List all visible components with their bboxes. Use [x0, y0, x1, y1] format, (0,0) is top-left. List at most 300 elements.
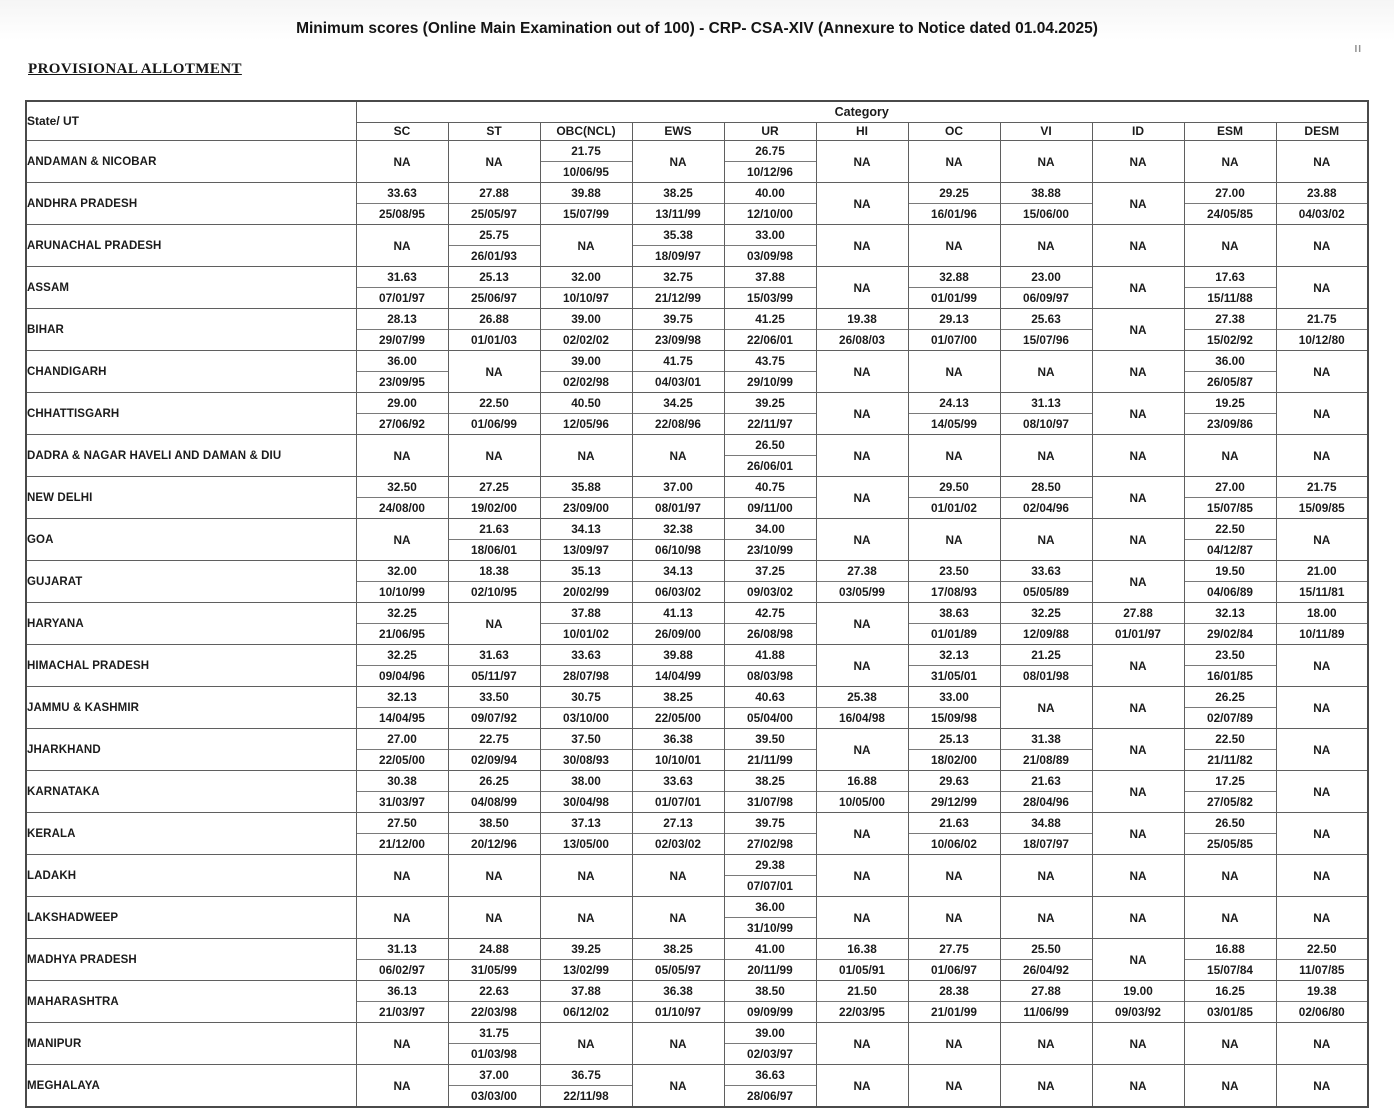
cutoff-date: 21/08/89	[1023, 753, 1069, 767]
column-header-id: ID	[1092, 122, 1184, 140]
score-value: 31.63	[357, 267, 448, 288]
cutoff-date: 28/06/97	[747, 1089, 793, 1103]
score-cell	[540, 309, 632, 351]
score-value: 23.50	[909, 561, 1000, 582]
cutoff-date: 03/05/99	[839, 585, 885, 599]
na-value: NA	[393, 238, 411, 253]
score-value: 37.00	[633, 477, 724, 498]
score-value: 36.75	[541, 1065, 632, 1086]
score-cell	[908, 603, 1000, 645]
table-row	[26, 1065, 1368, 1108]
score-cell	[724, 603, 816, 645]
score-cell	[1092, 603, 1184, 645]
score-cell	[632, 981, 724, 1023]
na-cell	[1184, 141, 1276, 183]
state-name: ARUNACHAL PRADESH	[26, 225, 356, 267]
score-cell	[1000, 183, 1092, 225]
score-cell	[632, 477, 724, 519]
state-name: JHARKHAND	[26, 729, 356, 771]
cutoff-date: 10/01/02	[563, 627, 609, 641]
score-value: 28.13	[357, 309, 448, 330]
cutoff-date: 05/11/97	[471, 669, 517, 683]
na-value: NA	[1313, 364, 1331, 379]
cutoff-date: 03/10/00	[563, 711, 609, 725]
cutoff-date: 25/05/97	[471, 207, 517, 221]
cutoff-date: 26/01/93	[471, 249, 517, 263]
state-name: ANDAMAN & NICOBAR	[26, 141, 356, 183]
na-value: NA	[945, 364, 963, 379]
score-value: 18.00	[1277, 603, 1368, 624]
table-row	[26, 519, 1368, 561]
score-value: 23.00	[1001, 267, 1092, 288]
na-value: NA	[1313, 700, 1331, 715]
score-value: 16.88	[1185, 939, 1276, 960]
na-value: NA	[1129, 154, 1147, 169]
score-value: 29.50	[909, 477, 1000, 498]
cutoff-date: 02/06/80	[1298, 1005, 1345, 1019]
score-value: 36.38	[633, 981, 724, 1002]
na-cell	[1092, 141, 1184, 183]
na-value: NA	[1129, 406, 1147, 421]
score-cell	[1000, 393, 1092, 435]
cutoff-date: 21/12/99	[655, 291, 701, 305]
cutoff-date: 05/05/97	[655, 963, 701, 977]
state-name: NEW DELHI	[26, 477, 356, 519]
column-header-hi: HI	[816, 122, 908, 140]
score-value: 23.50	[1185, 645, 1276, 666]
na-value: NA	[393, 448, 411, 463]
cutoff-date: 22/11/98	[563, 1089, 609, 1103]
cutoff-date: 22/11/97	[747, 417, 793, 431]
na-cell	[816, 435, 908, 477]
score-cell	[908, 267, 1000, 309]
na-cell	[1000, 1023, 1092, 1065]
cutoff-date: 08/10/97	[1023, 417, 1069, 431]
cutoff-date: 26/06/01	[747, 459, 793, 473]
na-value: NA	[1129, 910, 1147, 925]
score-cell	[816, 939, 908, 981]
score-cell	[448, 225, 540, 267]
na-value: NA	[1313, 532, 1331, 547]
score-cell	[448, 981, 540, 1023]
score-cell	[724, 771, 816, 813]
score-cell	[356, 393, 448, 435]
na-cell	[1000, 351, 1092, 393]
na-cell	[1092, 225, 1184, 267]
table-row	[26, 981, 1368, 1023]
score-value: 23.88	[1277, 183, 1368, 204]
cutoff-date: 24/08/00	[379, 501, 425, 515]
score-cell	[724, 561, 816, 603]
cutoff-date: 18/06/01	[471, 543, 517, 557]
na-value: NA	[1037, 910, 1055, 925]
score-value: 27.88	[449, 183, 540, 204]
na-cell	[448, 855, 540, 897]
na-cell	[908, 519, 1000, 561]
score-value: 39.75	[633, 309, 724, 330]
score-cell	[724, 435, 816, 477]
score-cell	[540, 939, 632, 981]
na-value: NA	[1129, 280, 1147, 295]
cutoff-date: 29/02/84	[1207, 627, 1253, 641]
na-value: NA	[853, 658, 871, 673]
state-name: LADAKH	[26, 855, 356, 897]
na-cell	[1092, 183, 1184, 225]
na-cell	[632, 897, 724, 939]
score-value: 39.50	[725, 729, 816, 750]
state-name: GOA	[26, 519, 356, 561]
score-value: 38.88	[1001, 183, 1092, 204]
na-cell	[1092, 897, 1184, 939]
na-value: NA	[485, 154, 503, 169]
table-row	[26, 309, 1368, 351]
na-value: NA	[1129, 490, 1147, 505]
cutoff-date: 13/11/99	[655, 207, 701, 221]
na-value: NA	[945, 154, 963, 169]
score-value: 32.38	[633, 519, 724, 540]
score-value: 29.63	[909, 771, 1000, 792]
score-cell	[448, 267, 540, 309]
na-cell	[816, 183, 908, 225]
score-cell	[1184, 519, 1276, 561]
score-cell	[1000, 645, 1092, 687]
cutoff-date: 30/08/93	[563, 753, 609, 767]
score-cell	[448, 1023, 540, 1065]
cutoff-date: 01/01/97	[1115, 627, 1161, 641]
na-cell	[908, 141, 1000, 183]
score-cell	[724, 225, 816, 267]
score-value: 25.63	[1001, 309, 1092, 330]
score-cell	[724, 477, 816, 519]
score-value: 29.00	[357, 393, 448, 414]
score-cell	[1184, 939, 1276, 981]
score-cell	[632, 939, 724, 981]
na-cell	[816, 813, 908, 855]
cutoff-date: 01/01/99	[931, 291, 977, 305]
score-value: 26.75	[725, 141, 816, 162]
score-cell	[1184, 771, 1276, 813]
score-cell	[448, 645, 540, 687]
na-cell	[908, 855, 1000, 897]
na-cell	[1092, 1023, 1184, 1065]
score-cell	[1184, 477, 1276, 519]
score-value: 32.13	[357, 687, 448, 708]
table-row	[26, 687, 1368, 729]
score-value: 16.38	[817, 939, 908, 960]
cutoff-date: 04/06/89	[1207, 585, 1253, 599]
na-value: NA	[577, 910, 595, 925]
score-value: 29.13	[909, 309, 1000, 330]
state-name: ANDHRA PRADESH	[26, 183, 356, 225]
na-value: NA	[1221, 1078, 1239, 1093]
score-cell	[724, 645, 816, 687]
score-value: 39.25	[541, 939, 632, 960]
na-cell	[1092, 771, 1184, 813]
na-value: NA	[1129, 952, 1147, 967]
table-row	[26, 603, 1368, 645]
score-cell	[540, 351, 632, 393]
na-value: NA	[1129, 238, 1147, 253]
score-value: 25.13	[909, 729, 1000, 750]
cutoff-date: 12/09/88	[1023, 627, 1069, 641]
na-cell	[1092, 729, 1184, 771]
score-cell	[540, 771, 632, 813]
table-row	[26, 435, 1368, 477]
score-cell	[724, 981, 816, 1023]
cutoff-date: 20/11/99	[747, 963, 793, 977]
score-value: 32.13	[909, 645, 1000, 666]
cutoff-date: 06/10/98	[655, 543, 701, 557]
cutoff-date: 23/09/98	[655, 333, 701, 347]
score-cell	[908, 813, 1000, 855]
score-value: 38.00	[541, 771, 632, 792]
score-cell	[724, 813, 816, 855]
cutoff-date: 26/09/00	[655, 627, 701, 641]
score-cell	[908, 477, 1000, 519]
cutoff-date: 15/09/98	[931, 711, 977, 725]
cutoff-date: 02/04/96	[1023, 501, 1069, 515]
cutoff-date: 25/06/97	[471, 291, 517, 305]
score-cell	[356, 981, 448, 1023]
state-name: MAHARASHTRA	[26, 981, 356, 1023]
cutoff-date: 05/04/00	[747, 711, 793, 725]
score-value: 32.25	[357, 603, 448, 624]
score-value: 32.88	[909, 267, 1000, 288]
score-value: 32.25	[1001, 603, 1092, 624]
score-value: 33.00	[909, 687, 1000, 708]
cutoff-date: 10/12/80	[1298, 333, 1345, 347]
column-header-vi: VI	[1000, 122, 1092, 140]
na-cell	[540, 435, 632, 477]
na-value: NA	[1037, 1078, 1055, 1093]
cutoff-date: 26/08/98	[747, 627, 793, 641]
na-value: NA	[853, 742, 871, 757]
na-cell	[816, 519, 908, 561]
score-cell	[1184, 561, 1276, 603]
score-value: 27.25	[449, 477, 540, 498]
score-value: 26.88	[449, 309, 540, 330]
cutoff-date: 14/04/95	[379, 711, 425, 725]
na-cell	[816, 351, 908, 393]
cutoff-date: 01/06/99	[471, 417, 517, 431]
na-value: NA	[945, 868, 963, 883]
score-cell	[540, 393, 632, 435]
na-cell	[632, 435, 724, 477]
na-cell	[1092, 477, 1184, 519]
cutoff-date: 26/05/87	[1207, 375, 1253, 389]
score-cell	[540, 561, 632, 603]
cutoff-date: 28/07/98	[563, 669, 609, 683]
score-cell	[1000, 561, 1092, 603]
score-value: 22.50	[1185, 519, 1276, 540]
score-cell	[356, 939, 448, 981]
score-cell	[816, 981, 908, 1023]
cutoff-date: 17/08/93	[931, 585, 977, 599]
na-value: NA	[1221, 868, 1239, 883]
na-cell	[448, 141, 540, 183]
cutoff-date: 02/10/95	[471, 585, 517, 599]
score-value: 37.50	[541, 729, 632, 750]
corner-page-mark: II	[1354, 44, 1362, 55]
score-cell	[724, 1065, 816, 1108]
na-value: NA	[485, 364, 503, 379]
na-value: NA	[577, 1036, 595, 1051]
na-value: NA	[669, 1078, 687, 1093]
cutoff-date: 15/11/88	[1207, 291, 1253, 305]
score-value: 33.50	[449, 687, 540, 708]
score-value: 33.63	[357, 183, 448, 204]
na-cell	[448, 897, 540, 939]
na-value: NA	[393, 154, 411, 169]
na-value: NA	[945, 532, 963, 547]
table-row	[26, 645, 1368, 687]
na-cell	[1276, 687, 1368, 729]
na-value: NA	[669, 448, 687, 463]
na-value: NA	[1129, 532, 1147, 547]
score-value: 33.00	[725, 225, 816, 246]
na-cell	[1184, 1065, 1276, 1108]
cutoff-date: 10/06/95	[563, 165, 609, 179]
na-value: NA	[577, 238, 595, 253]
score-value: 38.50	[725, 981, 816, 1002]
cutoff-date: 15/07/96	[1023, 333, 1069, 347]
score-value: 24.88	[449, 939, 540, 960]
na-cell	[816, 477, 908, 519]
na-value: NA	[853, 154, 871, 169]
cutoff-date: 29/12/99	[931, 795, 977, 809]
na-cell	[1092, 435, 1184, 477]
column-header-oc: OC	[908, 122, 1000, 140]
na-value: NA	[853, 910, 871, 925]
cutoff-date: 28/04/96	[1023, 795, 1069, 809]
score-value: 38.25	[725, 771, 816, 792]
score-value: 25.13	[449, 267, 540, 288]
column-header-esm: ESM	[1184, 122, 1276, 140]
cutoff-date: 10/12/96	[747, 165, 793, 179]
page-title: Minimum scores (Online Main Examination out of 100) - CRP- CSA-XIV (Annexure to Notice dated 01.04.2025)	[296, 20, 1098, 37]
score-cell	[632, 267, 724, 309]
na-value: NA	[853, 196, 871, 211]
na-value: NA	[1221, 910, 1239, 925]
cutoff-date: 11/07/85	[1299, 963, 1345, 977]
score-value: 40.63	[725, 687, 816, 708]
score-value: 27.38	[817, 561, 908, 582]
state-name: HIMACHAL PRADESH	[26, 645, 356, 687]
cutoff-date: 02/07/89	[1207, 711, 1253, 725]
score-value: 21.25	[1001, 645, 1092, 666]
na-value: NA	[1313, 784, 1331, 799]
score-cell	[448, 813, 540, 855]
state-name: MADHYA PRADESH	[26, 939, 356, 981]
score-cell	[816, 687, 908, 729]
na-value: NA	[1129, 448, 1147, 463]
table-row	[26, 729, 1368, 771]
na-cell	[816, 267, 908, 309]
score-cell	[724, 393, 816, 435]
score-cell	[1184, 183, 1276, 225]
na-cell	[1184, 855, 1276, 897]
na-value: NA	[1313, 238, 1331, 253]
score-value: 31.13	[1001, 393, 1092, 414]
score-value: 19.25	[1185, 393, 1276, 414]
cutoff-date: 23/09/00	[563, 501, 609, 515]
cutoff-date: 16/01/96	[931, 207, 977, 221]
score-value: 21.50	[817, 981, 908, 1002]
score-value: 38.25	[633, 687, 724, 708]
score-cell	[1184, 351, 1276, 393]
table-row	[26, 183, 1368, 225]
score-cell	[724, 897, 816, 939]
na-value: NA	[1129, 868, 1147, 883]
cutoff-date: 20/02/99	[563, 585, 609, 599]
score-value: 25.75	[449, 225, 540, 246]
score-cell	[540, 645, 632, 687]
cutoff-date: 12/10/00	[747, 207, 793, 221]
table-row	[26, 771, 1368, 813]
score-cell	[1000, 729, 1092, 771]
cutoff-date: 31/10/99	[747, 921, 793, 935]
score-value: 22.75	[449, 729, 540, 750]
na-value: NA	[393, 910, 411, 925]
score-value: 21.63	[449, 519, 540, 540]
cutoff-date: 01/06/97	[931, 963, 977, 977]
na-value: NA	[853, 238, 871, 253]
score-value: 32.75	[633, 267, 724, 288]
score-value: 26.50	[725, 435, 816, 456]
na-value: NA	[1129, 826, 1147, 841]
score-value: 34.00	[725, 519, 816, 540]
score-value: 31.13	[357, 939, 448, 960]
na-cell	[1092, 267, 1184, 309]
cutoff-date: 05/05/89	[1023, 585, 1069, 599]
cutoff-date: 04/12/87	[1207, 543, 1253, 557]
score-value: 16.25	[1185, 981, 1276, 1002]
score-value: 32.50	[357, 477, 448, 498]
cutoff-date: 06/03/02	[655, 585, 701, 599]
score-cell	[448, 183, 540, 225]
na-cell	[1276, 1065, 1368, 1108]
score-value: 31.63	[449, 645, 540, 666]
na-value: NA	[1129, 700, 1147, 715]
na-value: NA	[1037, 700, 1055, 715]
na-cell	[908, 897, 1000, 939]
section-heading: PROVISIONAL ALLOTMENT	[28, 61, 242, 77]
score-cell	[724, 141, 816, 183]
na-cell	[816, 645, 908, 687]
na-cell	[1092, 813, 1184, 855]
cutoff-date: 31/05/99	[471, 963, 517, 977]
score-value: 28.50	[1001, 477, 1092, 498]
cutoff-date: 08/03/98	[747, 669, 793, 683]
na-cell	[448, 351, 540, 393]
state-ut-header: State/ UT	[26, 101, 356, 141]
state-name: MANIPUR	[26, 1023, 356, 1065]
cutoff-date: 10/11/89	[1299, 627, 1345, 641]
cutoff-date: 06/09/97	[1023, 291, 1069, 305]
cutoff-date: 27/06/92	[379, 417, 425, 431]
cutoff-date: 29/07/99	[379, 333, 425, 347]
table-row	[26, 813, 1368, 855]
score-cell	[540, 183, 632, 225]
na-cell	[540, 897, 632, 939]
na-value: NA	[853, 280, 871, 295]
cutoff-date: 04/03/01	[655, 375, 701, 389]
score-value: 41.25	[725, 309, 816, 330]
table-row	[26, 1023, 1368, 1065]
cutoff-date: 22/03/95	[839, 1005, 885, 1019]
na-value: NA	[1313, 448, 1331, 463]
score-cell	[724, 855, 816, 897]
